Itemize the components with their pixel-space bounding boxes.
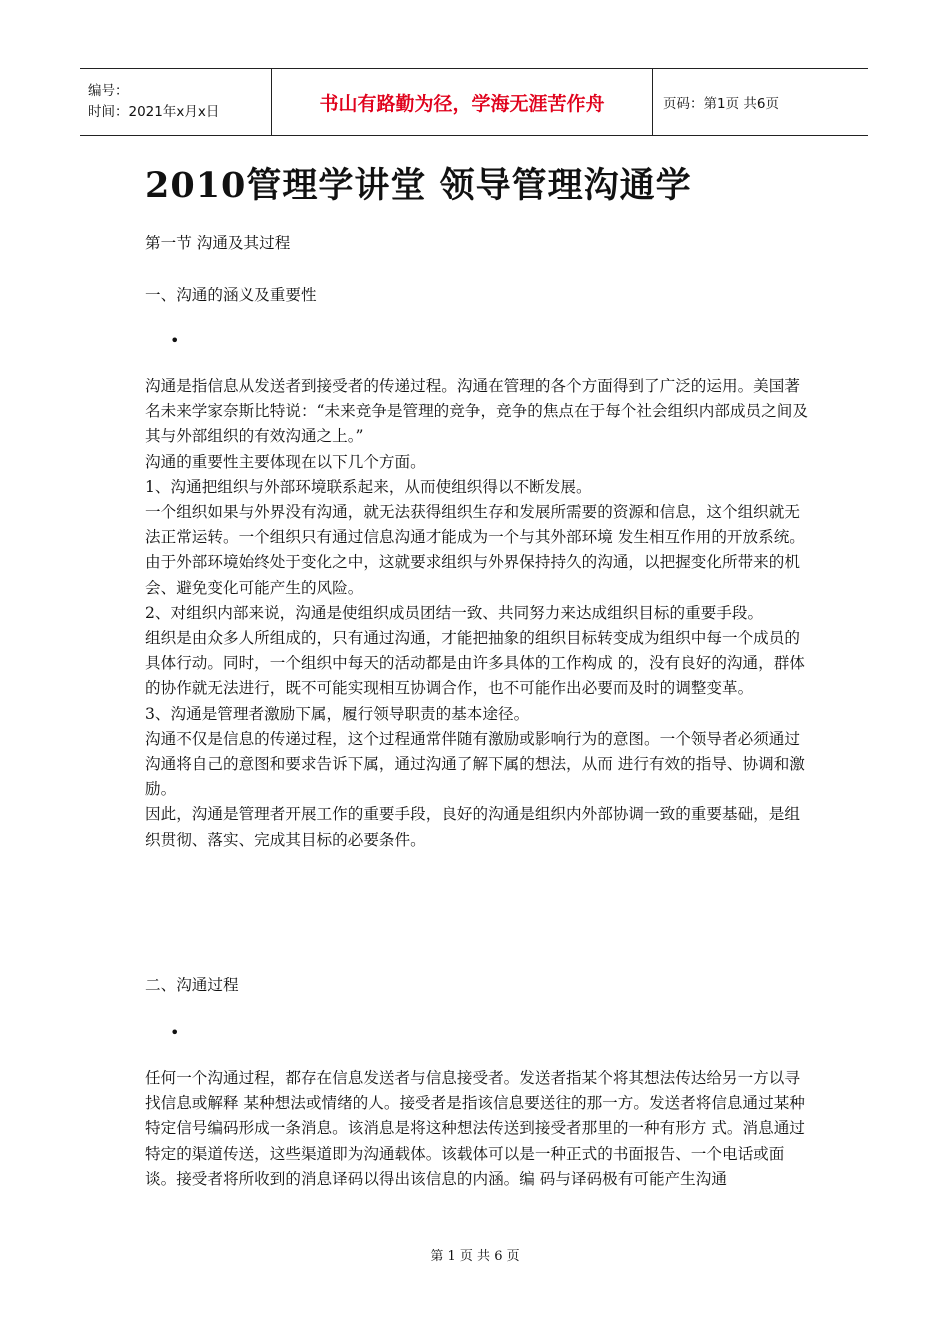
paragraph: 组织是由众多人所组成的，只有通过沟通，才能把抽象的组织目标转变成为组织中每一个成员的具体行动。同时，一个组织中每天的活动都是由许多具体的工作构成 的，没有良好的沟通，群体的协作就无法进行，既不可能实现相互协调合作，也不可能作出必要而及时的调整变革。 bbox=[145, 629, 805, 698]
document-title: 2010管理学讲堂 领导管理沟通学 bbox=[145, 165, 692, 206]
paragraph: 一个组织如果与外界没有沟通，就无法获得组织生存和发展所需要的资源和信息，这个组织就无法正常运转。一个组织只有通过信息沟通才能成为一个与其外部环境 发生相互作用的开放系统。由于外部环境始终处于变化之中，这就要求组织与外界保持持久的沟通，以把握变化所带来的机会、避免变化可能产生的风险。 bbox=[145, 503, 805, 597]
header-meta bbox=[80, 69, 272, 135]
paragraph: 1、沟通把组织与外部环境联系起来，从而使组织得以不断发展。 bbox=[145, 477, 592, 496]
paragraph: 2、对组织内部来说，沟通是使组织成员团结一致、共同努力来达成组织目标的重要手段。 bbox=[145, 603, 764, 622]
bullet-point: • bbox=[170, 331, 180, 350]
section2-body bbox=[145, 1066, 815, 1192]
paragraph: 沟通不仅是信息的传递过程，这个过程通常伴随有激励或影响行为的意图。一个领导者必须通过沟通将自己的意图和要求告诉下属，通过沟通了解下属的想法，从而 进行有效的指导、协调和激励。 bbox=[145, 729, 805, 799]
paragraph: 任何一个沟通过程，都存在信息发送者与信息接受者。发送者指某个将其想法传达给另一方以寻找信息或解释 某种想法或情绪的人。接受者是指该信息要送往的那一方。发送者将信息通过某种特定信号编码形成一条消息。该消息是将这种想法传送到接受者那里的一种有形方 式。消息通过特定的渠道传送，这些渠道即为沟通载体。该载体可以是一种正式的书面报告、一个电话或面谈。接受者将所收到的消息译码以得出该信息的内涵。编 码与译码极有可能产生沟通 bbox=[145, 1069, 805, 1188]
bullet-point: • bbox=[170, 1023, 180, 1042]
paragraph: 3、沟通是管理者激励下属，履行领导职责的基本途径。 bbox=[145, 704, 530, 723]
header-page-info: 页码：第1页 共6页 bbox=[663, 96, 779, 112]
header-motto: 书山有路勤为径，学海无涯苦作舟 bbox=[272, 69, 653, 135]
page-header bbox=[80, 68, 868, 136]
paragraph: 因此，沟通是管理者开展工作的重要手段，良好的沟通是组织内外部协调一致的重要基础，是组织贯彻、落实、完成其目标的必要条件。 bbox=[145, 805, 800, 849]
paragraph: 沟通的重要性主要体现在以下几个方面。 bbox=[145, 452, 426, 471]
subsection-heading-1: 一、沟通的涵义及重要性 bbox=[145, 286, 317, 304]
subsection-heading-2: 二、沟通过程 bbox=[145, 976, 239, 994]
paragraph: 沟通是指信息从发送者到接受者的传递过程。沟通在管理的各个方面得到了广泛的运用。美国著 名未来学家奈斯比特说：“未来竞争是管理的竞争，竞争的焦点在于每个社会组织内部成员之间及其与外部组织的有效沟通之上。” bbox=[145, 377, 808, 446]
section-heading: 第一节 沟通及其过程 bbox=[145, 234, 291, 252]
section1-body bbox=[145, 374, 815, 853]
page-footer: 第 1 页 共 6 页 bbox=[430, 1249, 520, 1264]
document-date: 时间：2021年x月x日 bbox=[88, 104, 220, 120]
document-number-label: 编号： bbox=[88, 83, 129, 99]
